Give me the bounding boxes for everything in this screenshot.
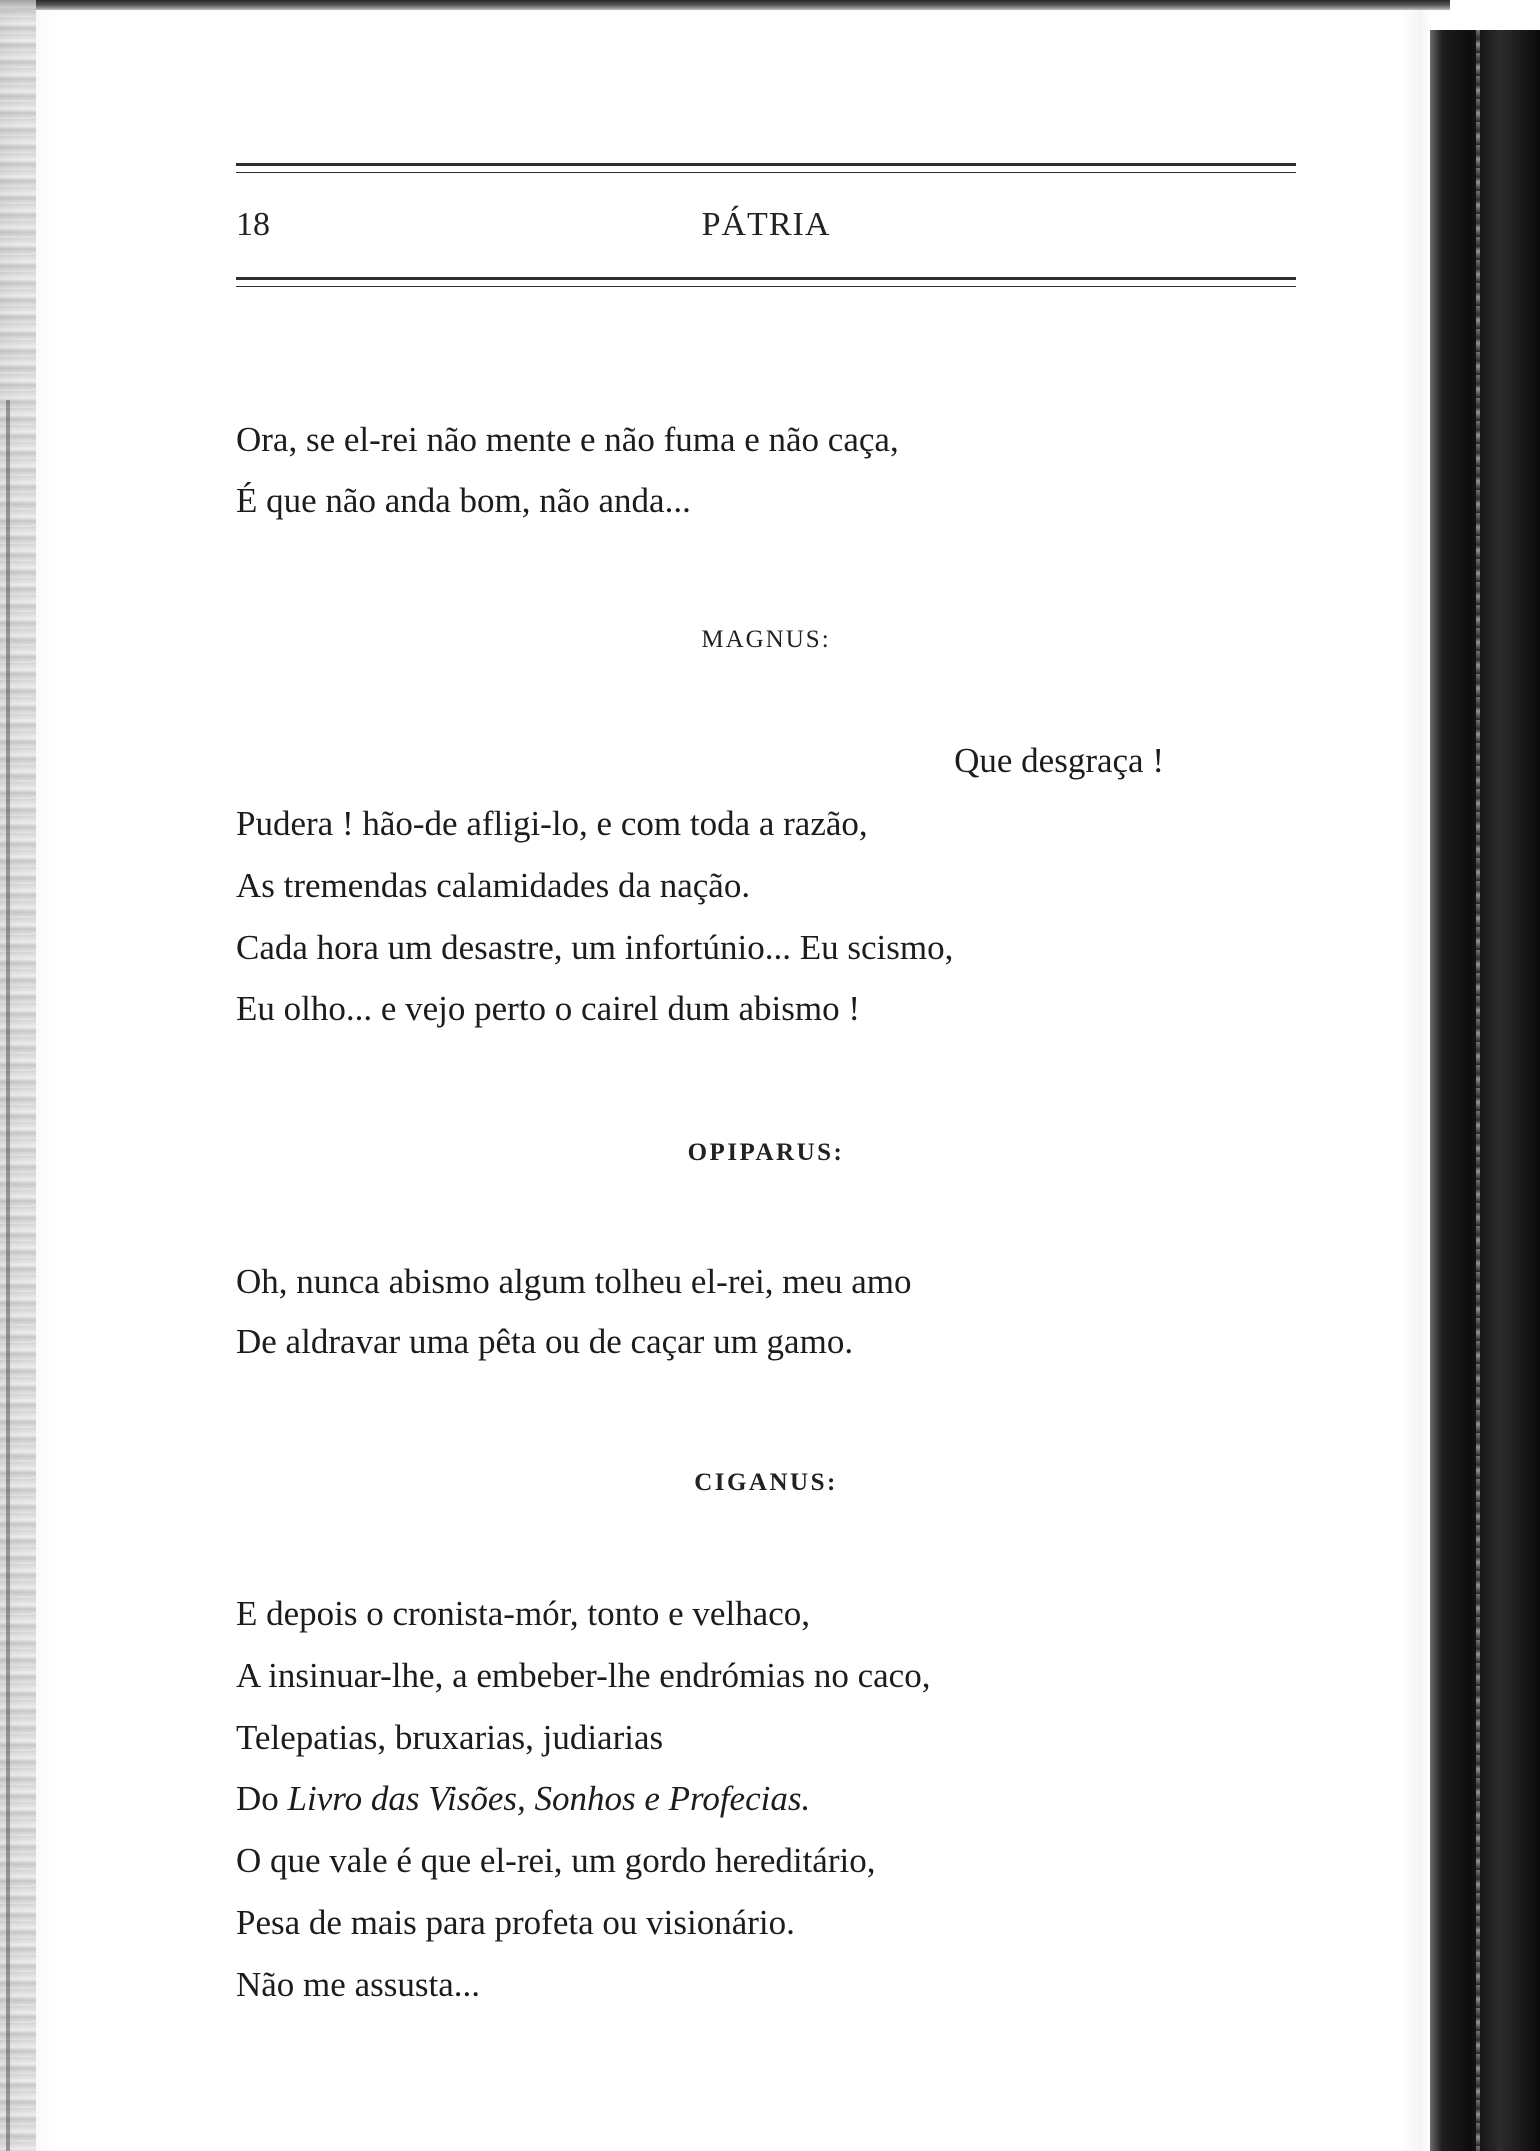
header-rule-top-thin — [236, 172, 1296, 173]
verse-word: Do — [236, 1779, 279, 1818]
verse-line: Pesa de mais para profeta ou visionário. — [236, 1903, 795, 1942]
verse-line — [236, 1775, 810, 1823]
verse-line: É que não anda bom, não anda... — [236, 481, 691, 520]
speaker-magnus: MAGNUS: — [701, 626, 831, 653]
verse-line: Cada hora um desastre, um infortúnio... Eu scismo, — [236, 928, 954, 967]
scan-left-shadow — [6, 400, 10, 2151]
book-title-italic: Livro das Visões, Sonhos e Profecias. — [287, 1779, 811, 1818]
book-spine-highlight — [1476, 30, 1480, 2151]
speaker-ciganus: CIGANUS: — [694, 1469, 838, 1496]
header-rule-bottom-thin — [236, 286, 1296, 287]
verse-line: Ora, se el-rei não mente e não fuma e não caça, — [236, 420, 899, 459]
verse-line: E depois o cronista-mór, tonto e velhaco, — [236, 1594, 810, 1633]
header-rule-top — [236, 163, 1296, 166]
verse-line: Eu olho... e vejo perto o cairel dum abismo ! — [236, 989, 861, 1028]
verse-line: As tremendas calamidades da nação. — [236, 866, 751, 905]
speaker-opiparus: OPIPARUS: — [687, 1139, 845, 1166]
page-number: 18 — [236, 206, 270, 243]
running-title: PÁTRIA — [701, 206, 831, 243]
header-rule-bottom — [236, 277, 1296, 280]
verse-line: Pudera ! hão-de afligi-lo, e com toda a razão, — [236, 804, 868, 843]
verse-line: De aldravar uma pêta ou de caçar um gamo. — [236, 1322, 854, 1361]
verse-line: Oh, nunca abismo algum tolheu el-rei, meu amo — [236, 1262, 912, 1301]
verse-line: Telepatias, bruxarias, judiarias — [236, 1718, 664, 1757]
verse-line-indented: Que desgraça ! — [954, 741, 1164, 780]
scan-top-edge — [0, 0, 1450, 10]
book-spine-shadow — [1430, 30, 1540, 2151]
running-header — [236, 200, 1296, 250]
verse-line: A insinuar-lhe, a embeber-lhe endrómias no caco, — [236, 1656, 931, 1695]
verse-line: O que vale é que el-rei, um gordo hereditário, — [236, 1841, 876, 1880]
verse-line: Não me assusta... — [236, 1965, 480, 2004]
